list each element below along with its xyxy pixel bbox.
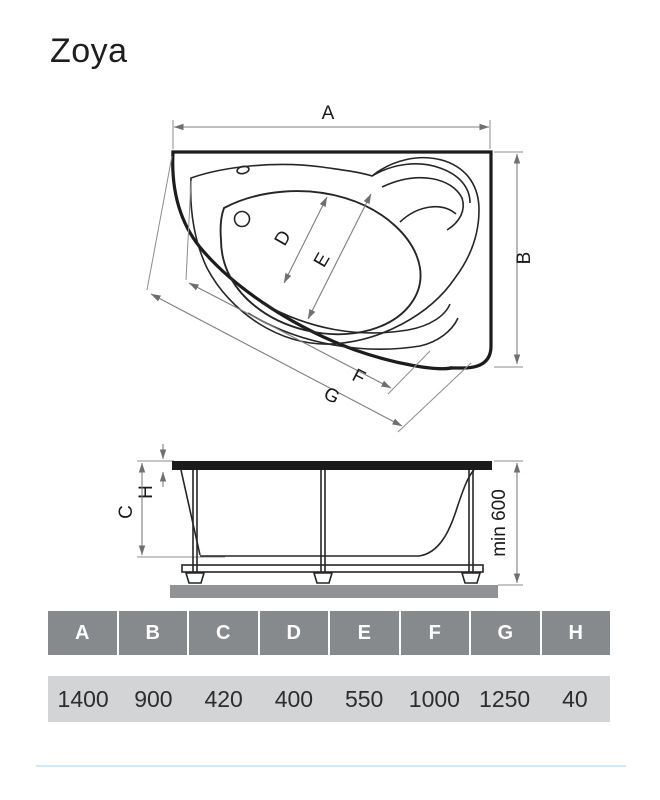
table-value-row	[48, 676, 610, 722]
dim-label-b: B	[514, 251, 535, 265]
table-header-cell: H	[542, 611, 611, 655]
table-value-cell: 900	[134, 685, 173, 712]
frame-rail	[182, 565, 483, 572]
drain-hole	[235, 212, 250, 227]
table-header-cell: D	[260, 611, 329, 655]
table-value-cell: 420	[204, 685, 243, 712]
page-title: Zoya	[50, 32, 128, 70]
table-header-cell: G	[471, 611, 540, 655]
dim-label-e: E	[309, 249, 335, 271]
seat-line	[248, 313, 458, 349]
table-value-cell: 1400	[57, 685, 109, 712]
footer-accent-line	[36, 765, 626, 767]
rim-bar	[172, 461, 492, 470]
headrest-curve	[372, 164, 470, 203]
dim-label-c: C	[116, 505, 137, 519]
dim-label-g: G	[320, 383, 343, 409]
ground-bar	[170, 585, 498, 598]
table-value-cell: 1000	[408, 685, 460, 712]
table-header-cell: B	[119, 611, 188, 655]
table-value-cell: 40	[562, 685, 588, 712]
table-value-cell: 550	[344, 685, 384, 712]
frame-legs	[193, 470, 473, 573]
frame-feet	[186, 573, 480, 583]
table-value-cell: 400	[274, 685, 314, 712]
table-header-cell: C	[189, 611, 258, 655]
table-header-cell: F	[401, 611, 470, 655]
dimension-table	[48, 611, 610, 722]
dim-line-g	[151, 294, 402, 426]
tub-right-wall	[419, 470, 474, 556]
side-view-drawing	[116, 444, 523, 598]
dim-label-d: D	[270, 227, 296, 250]
top-view-drawing	[147, 103, 535, 432]
headrest-curve	[382, 178, 463, 230]
headrest-curve	[400, 207, 456, 222]
table-value-cell: 1250	[479, 685, 531, 712]
table-header-cell: E	[330, 611, 399, 655]
table-header-cell: A	[48, 611, 117, 655]
table-header-row	[48, 611, 610, 655]
dim-label-min600: min 600	[489, 489, 510, 557]
dim-label-a: A	[321, 103, 335, 124]
dim-label-h: H	[136, 485, 157, 499]
dim-label-f: F	[348, 365, 369, 390]
tub-rim-line	[191, 158, 479, 344]
